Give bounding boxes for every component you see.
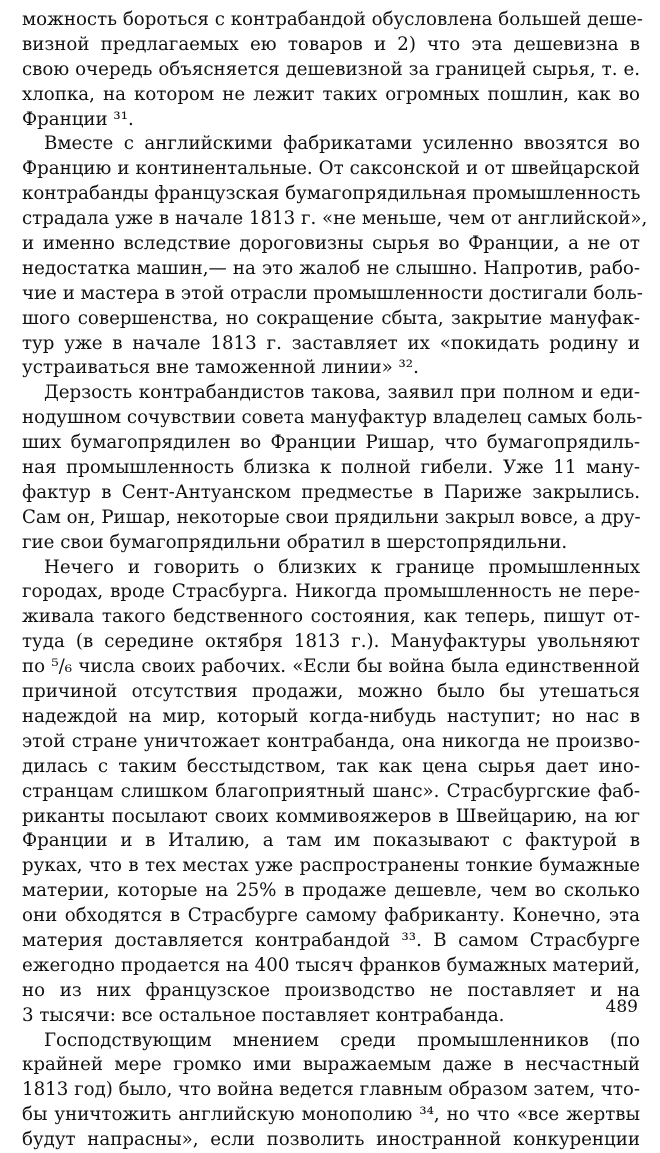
text-line: фактур в Сент-Антуанском предместье в Париже закрылись.	[22, 481, 640, 503]
text-line: живала такого бедственного состояния, как теперь, пишут от-	[22, 606, 640, 628]
text-line: Дерзость контрабандистов такова, заявил при полном и еди-	[44, 382, 640, 404]
text-line: контрабанды французская бумагопрядильная промышленность	[22, 183, 641, 205]
text-line: ежегодно продается на 400 тысяч франков бумажных материй,	[22, 954, 640, 976]
text-line: ших бумагопрядилен во Франции Ришар, что бумагопрядиль-	[22, 432, 640, 454]
text-line: будут напрасны», если позволить иностранной конкуренции	[22, 1129, 640, 1151]
text-line: причиной отсутствия продажи, можно было бы утешаться	[22, 681, 640, 703]
text-line: недостатка машин,— на это жалоб не слышно. Напротив, рабо-	[22, 257, 640, 279]
paragraph-2	[22, 132, 648, 381]
text-line: хлопка, на котором не лежит таких огромных пошлин, как во	[22, 83, 640, 105]
text-line: странцам слишком благоприятный шанс». Страсбургские фаб-	[22, 780, 640, 802]
text-line: Нечего и говорить о близких к границе промышленных	[44, 556, 640, 578]
text-line: этой стране уничтожает контрабанда, она никогда не произво-	[22, 730, 640, 752]
text-line: дилась с таким бесстыдством, так как цена сырья дает ино-	[22, 755, 640, 777]
text-line: Франции ³¹.	[22, 108, 134, 130]
text-line: и именно вследствие дороговизны сырья во Франции, а не от	[22, 233, 640, 255]
text-line: 1813 год) было, что война ведется главным образом затем, что-	[22, 1079, 640, 1101]
text-line: свою очередь объясняется дешевизной за границей сырья, т. е.	[22, 58, 640, 80]
text-line: ная промышленность близка к полной гибели. Уже 11 ману-	[22, 457, 640, 479]
text-line: туда (в середине октября 1813 г.). Мануфактуры увольняют	[22, 631, 640, 653]
paragraph-1	[22, 8, 643, 132]
text-line: Вместе с английскими фабрикатами усиленно ввозятся во	[44, 133, 640, 155]
text-line: можность бороться с контрабандой обусловлена большей деше-	[22, 9, 643, 30]
text-line: материя доставляется контрабандой ³³. В самом Страсбурге	[22, 929, 640, 951]
page-number: 489	[605, 997, 638, 1017]
text-line: 3 тысячи: все остальное поставляет контрабанда.	[22, 1004, 505, 1026]
text-line: нодушном сочувствии совета мануфактур владелец самых боль-	[22, 407, 643, 429]
text-line: но из них французское производство не поставляет и на	[22, 979, 640, 1001]
text-line: риканты посылают своих коммивояжеров в Швейцарию, на юг	[22, 805, 640, 827]
text-line: устраиваться вне таможенной линии» ³².	[22, 357, 419, 379]
text-line: по ⁵/₆ числа своих рабочих. «Если бы война была единственной	[22, 656, 640, 678]
text-line: городах, вроде Страсбурга. Никогда промышленность не пере-	[22, 581, 640, 603]
text-line: Франции и в Италию, а там им показывают с фактурой в	[22, 830, 640, 852]
paragraph-4	[22, 556, 640, 1029]
book-page	[22, 8, 648, 1153]
text-line: надеждой на мир, который когда-нибудь наступит; но нас в	[22, 705, 640, 727]
text-line: тур уже в начале 1813 г. заставляет их «покидать родину и	[22, 332, 640, 354]
paragraph-3	[22, 381, 643, 555]
text-line: чие и мастера в этой отрасли промышленности достигали боль-	[22, 282, 643, 304]
text-line: руках, что в тех местах уже распространены тонкие бумажные	[22, 855, 640, 877]
text-line: Господствующим мнением среди промышленников (по	[44, 1029, 640, 1051]
text-line: визной предлагаемых ею товаров и 2) что эта дешевизна в	[22, 33, 640, 55]
text-line: шого совершенства, но сокращение сбыта, закрытие мануфак-	[22, 307, 640, 329]
text-line: крайней мере громко ими выражаемым даже в несчастный	[22, 1054, 640, 1076]
text-line: бы уничтожить английскую монополию ³⁴, но что «все жертвы	[22, 1104, 640, 1126]
text-line: гие свои бумагопрядильни обратил в шерстопрядильни.	[22, 531, 568, 553]
text-line: Сам он, Ришар, некоторые свои прядильни закрыл вовсе, а дру-	[22, 506, 641, 528]
text-line: они обходятся в Страсбурге самому фабриканту. Конечно, эта	[22, 905, 640, 927]
text-line: страдала уже в начале 1813 г. «не меньше, чем от английской»,	[22, 208, 648, 230]
text-line: материи, которые на 25% в продаже дешевле, чем во сколько	[22, 880, 640, 902]
text-line: Францию и континентальные. От саксонской и от швейцарской	[22, 158, 640, 180]
paragraph-5	[22, 1029, 640, 1153]
